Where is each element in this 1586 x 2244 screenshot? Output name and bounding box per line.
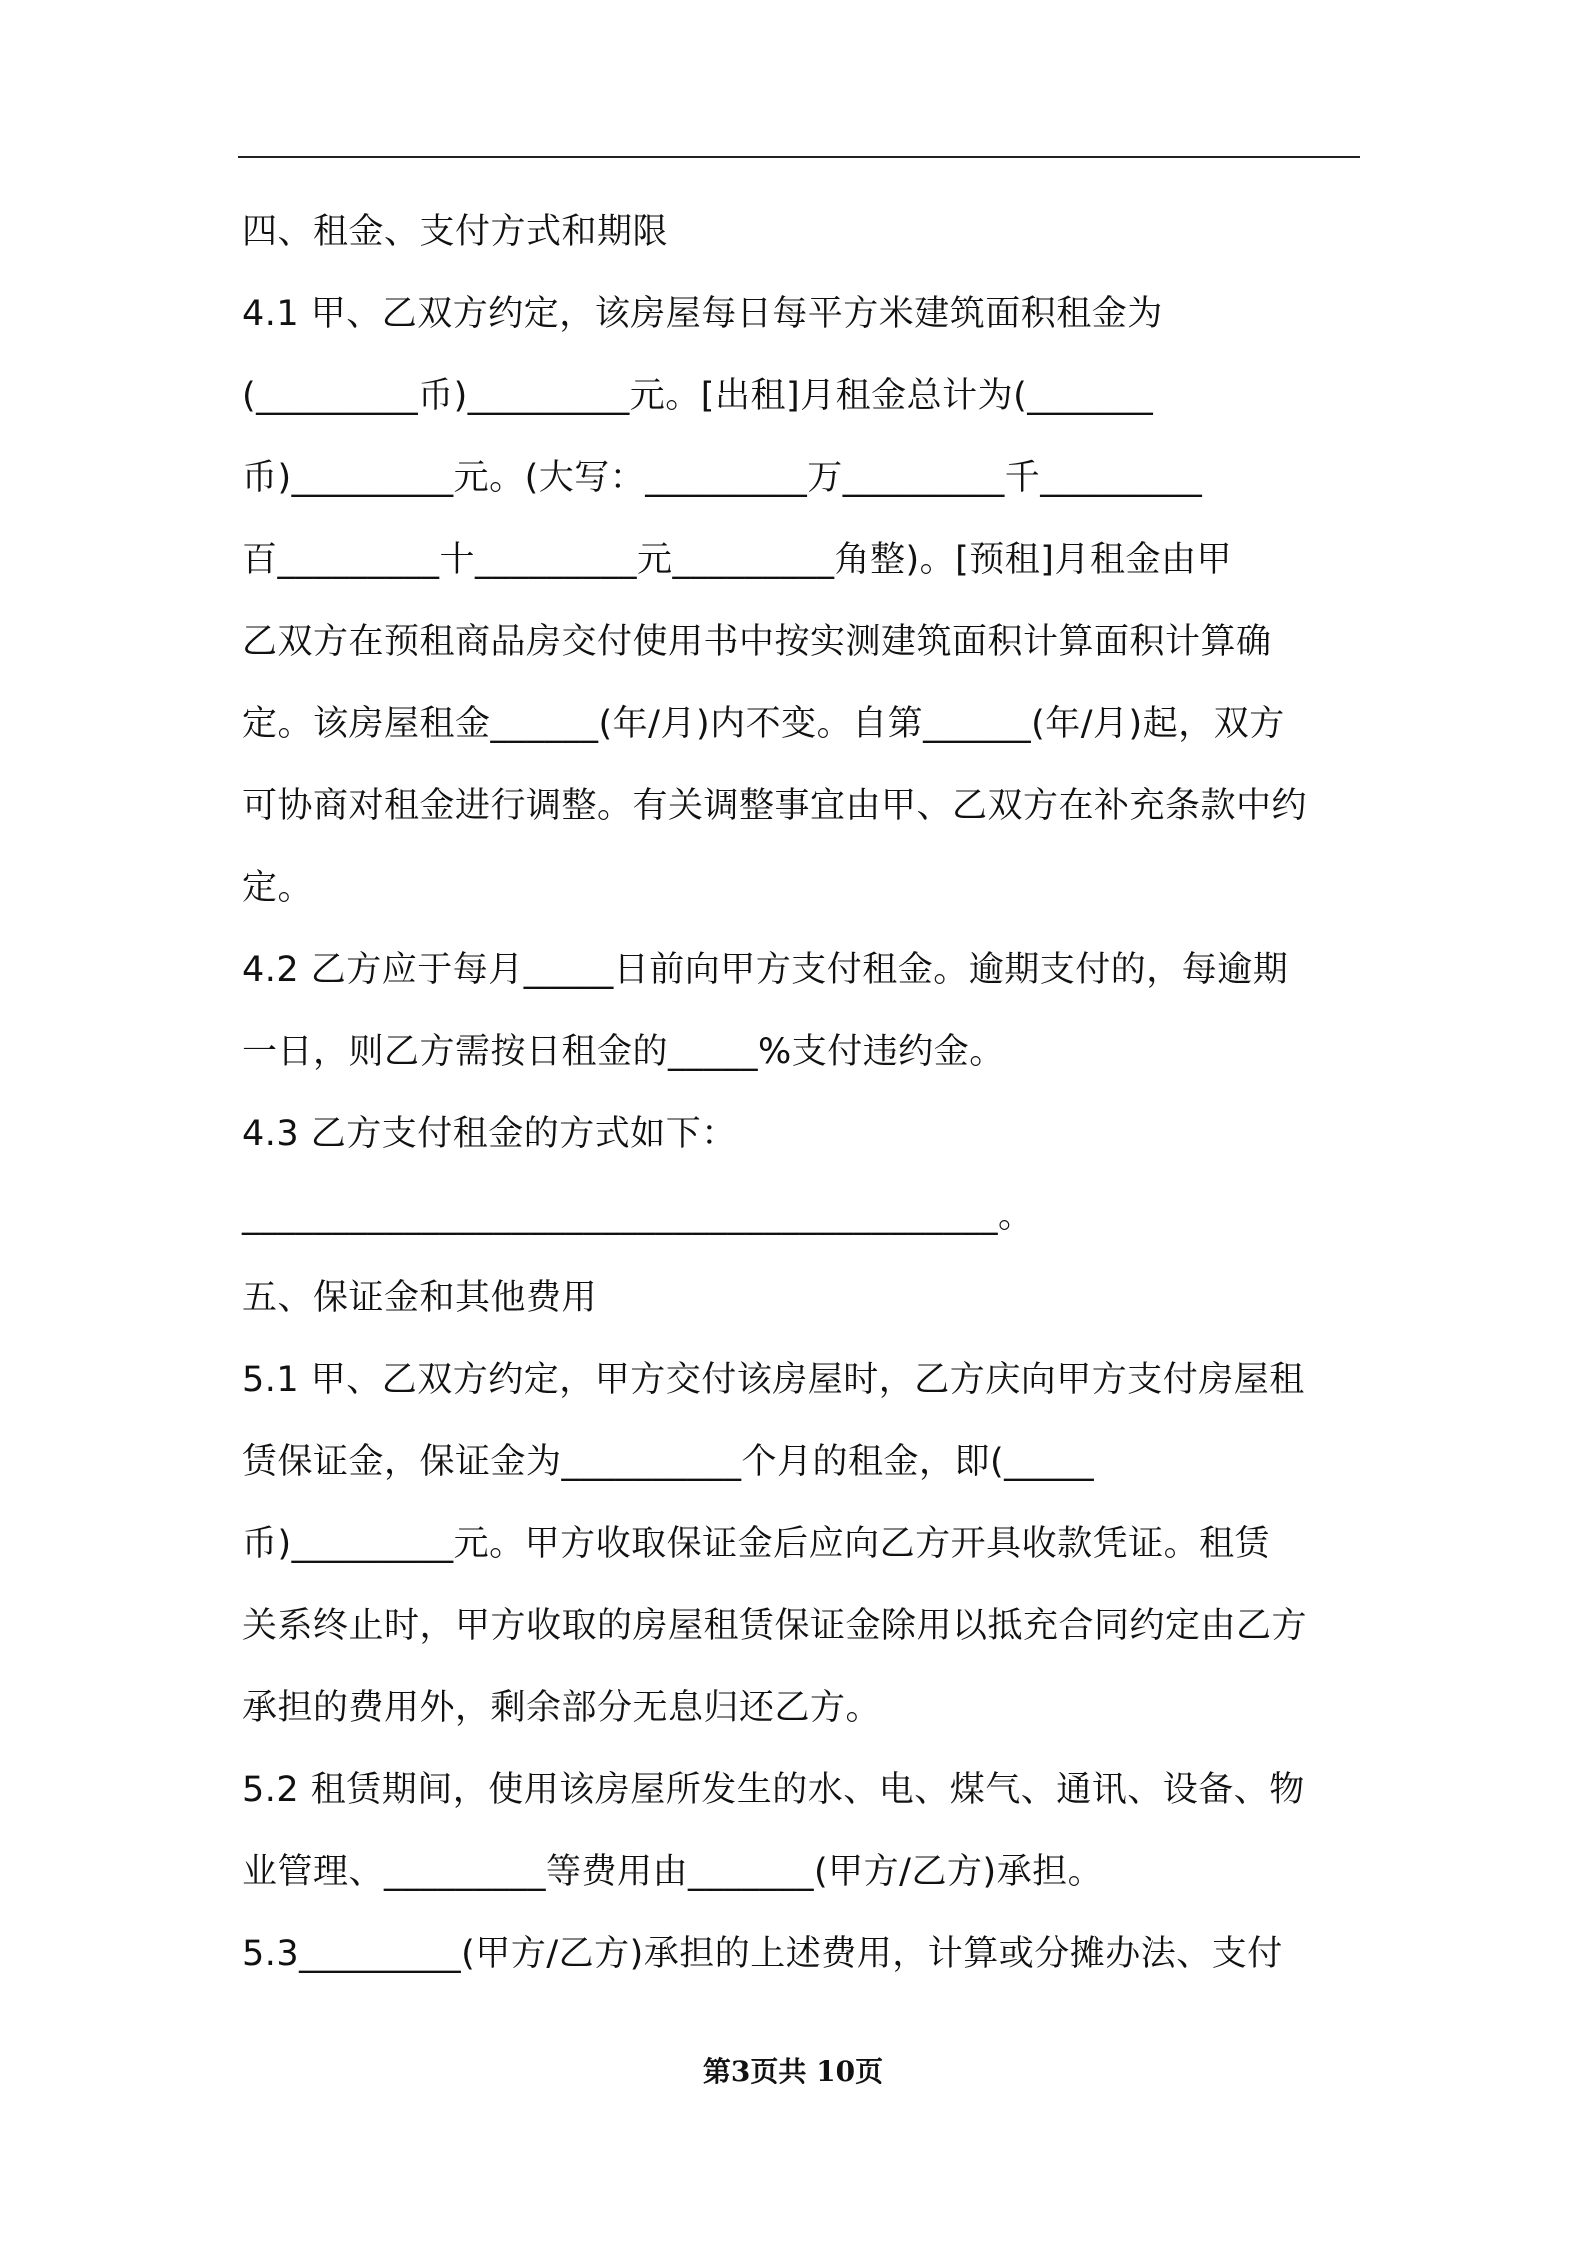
section-heading: 五、保证金和其他费用 — [242, 1278, 598, 1318]
paragraph-line: 百_________十_________元_________角整)。[预租]月租金由甲 — [242, 540, 1232, 580]
paragraph-line: __________________________________________。 — [242, 1196, 1034, 1236]
paragraph-line: 承担的费用外，剩余部分无息归还乙方。 — [242, 1688, 882, 1728]
paragraph-line: 业管理、_________等费用由_______(甲方/乙方)承担。 — [242, 1852, 1104, 1892]
paragraph-line: 定。该房屋租金______(年/月)内不变。自第______(年/月)起，双方 — [242, 704, 1285, 744]
paragraph-line: 5.1 甲、乙双方约定，甲方交付该房屋时，乙方庆向甲方支付房屋租 — [242, 1360, 1305, 1400]
paragraph-line: 可协商对租金进行调整。有关调整事宜由甲、乙双方在补充条款中约 — [242, 786, 1308, 826]
paragraph-line: 关系终止时，甲方收取的房屋租赁保证金除用以抵充合同约定由乙方 — [242, 1606, 1308, 1646]
paragraph-line: 一日，则乙方需按日租金的_____%支付违约金。 — [242, 1032, 1005, 1072]
paragraph-line: 赁保证金，保证金为__________个月的租金，即(_____ — [242, 1442, 1095, 1482]
page-number: 第3页共 10页 — [702, 2055, 884, 2088]
paragraph-line: 4.3 乙方支付租金的方式如下： — [242, 1114, 737, 1154]
paragraph-line: 5.3_________(甲方/乙方)承担的上述费用，计算或分摊办法、支付 — [242, 1934, 1283, 1974]
paragraph-line: 定。 — [242, 868, 314, 908]
paragraph-line: 4.1 甲、乙双方约定，该房屋每日每平方米建筑面积租金为 — [242, 294, 1163, 334]
paragraph-line: 乙双方在预租商品房交付使用书中按实测建筑面积计算面积计算确 — [242, 622, 1272, 662]
paragraph-line: 4.2 乙方应于每月_____日前向甲方支付租金。逾期支付的，每逾期 — [242, 950, 1289, 990]
paragraph-line: 币)_________元。(大写：_________万_________千_________ — [242, 458, 1203, 498]
header-rule — [238, 156, 1360, 158]
paragraph-line: 币)_________元。甲方收取保证金后应向乙方开具收款凭证。租赁 — [242, 1524, 1271, 1564]
paragraph-line: (_________币)_________元。[出租]月租金总计为(_______ — [242, 376, 1154, 416]
paragraph-line: 5.2 租赁期间，使用该房屋所发生的水、电、煤气、通讯、设备、物 — [242, 1770, 1305, 1810]
section-heading: 四、租金、支付方式和期限 — [242, 212, 669, 252]
